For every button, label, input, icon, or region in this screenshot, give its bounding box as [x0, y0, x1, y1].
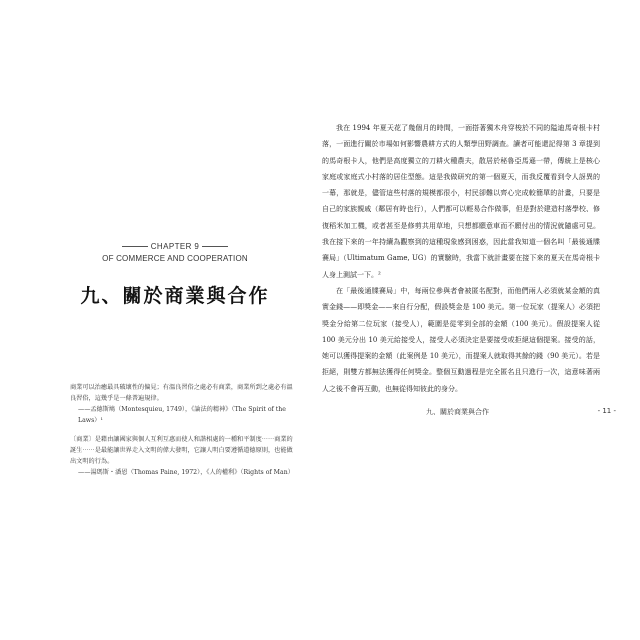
epigraph — [70, 434, 295, 478]
epigraph-source: ——孟德斯鳩（Montesquieu, 1749），《論法的精神》（The Spirit of the Laws）¹ — [78, 406, 286, 424]
epigraph-text: 商業可以治癒最具破壞性的偏見；有溫良習俗之處必有商業，商業所到之處必有溫良習俗，這幾乎是一條普遍規律。 — [70, 384, 293, 402]
left-rule — [122, 246, 148, 247]
running-head: 九、關於商業與合作 — [426, 408, 489, 416]
body-text — [322, 120, 600, 397]
right-rule — [202, 246, 228, 247]
body-paragraph: 在「最後通牒賽局」中，每兩位參與者會被匿名配對，而他們兩人必須就某金額的真實金錢——即獎金——來自行分配，假設獎金是 100 美元。第一位玩家（提案人）必須把獎金分給第二位玩家（接受人），範圍是從零到全部的金額（100 美元）。假設提案人從 100 美元分出 10 美元給接受人，接受人必須決定是要接受或拒絕這個提案。接受的話，她可以獲得提案的金額（此案例是 10 美元），而提案人就取得其餘的錢（90 美元）。若是拒絕，則雙方都無法獲得任何獎金。整個互動過程是完全匿名且只進行一次，這意味著兩人之後不會再互動，也無從得知彼此的身分。 — [322, 286, 600, 393]
epigraph — [70, 382, 295, 426]
left-page — [40, 120, 310, 520]
right-page — [322, 120, 616, 520]
body-paragraph: 我在 1994 年夏天花了幾個月的時間，一面搭著獨木舟穿梭於不同的隘迪馬奇根卡村落，一面進行關於市場如何影響農耕方式的人類學田野調查。讀者可能還記得第 3 章提到的馬奇根卡人，他們是高度獨立的刀耕火種農夫，散居於秘魯亞馬遜一帶，傳統上是核心家庭或家庭式小村落的居住型態。這是我做研究的第一個夏天，而我反覆看到令人訝異的一幕，那就是，儘管這些村落的規模都很小，村民卻難以齊心完成較簡單的計畫，只要是自己的家族親戚（鄰居有時也行），人們都可以輕易合作做事，但是對於建造村落學校、修復稻米加工機，或者甚至是修剪共用草地，只想都願意車而不願付出的情況就隨處可見。我在接下來的一年持續為觀察到的這種現象感到困惑，因此當我知道一個名叫「最後通牒賽局」（Ultimatum Game, UG）的實驗時，我當下就計畫要在接下來的夏天在馬奇根卡人身上測試一下。² — [322, 124, 600, 279]
chapter-number: CHAPTER 9 — [150, 242, 200, 251]
epigraph-source: ——湯瑪斯・潘恩（Thomas Paine, 1972），《人的權利》（Rights of Man） — [78, 469, 294, 476]
epigraph-text: 〔商業〕是藉由讓國家與個人互利互惠而使人和諧相處的一種和平制度⋯⋯商業的誕生⋯⋯是最能讓世界走入文明的偉大發明，它讓人明白要遵循道德原則，也能做出文明的行為。 — [70, 436, 293, 465]
chapter-title-english: OF COMMERCE AND COOPERATION — [102, 254, 248, 263]
chapter-number-line — [40, 242, 310, 252]
chapter-title-chinese: 九、關於商業與合作 — [80, 285, 270, 307]
page-number: - 11 - — [597, 407, 616, 415]
chapter-heading — [40, 242, 310, 308]
epigraphs — [70, 382, 295, 486]
